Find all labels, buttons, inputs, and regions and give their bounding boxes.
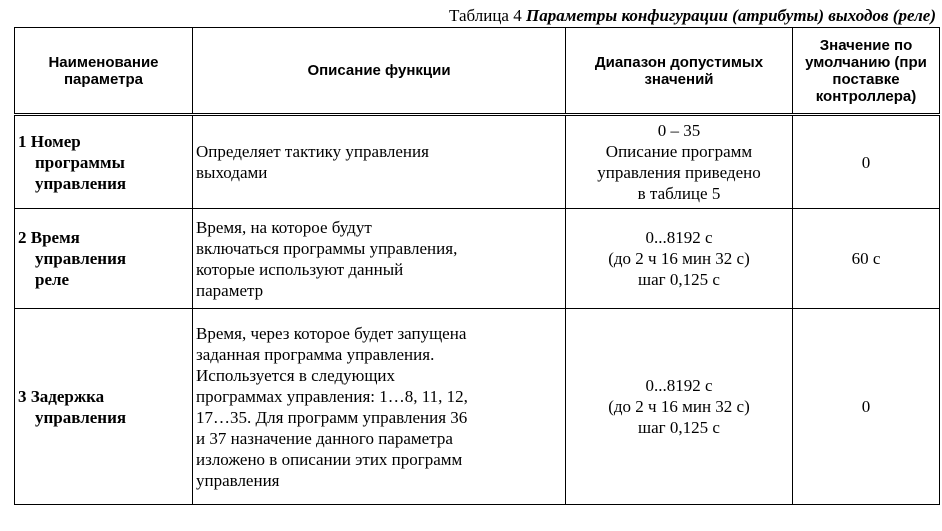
param-range-cell	[566, 115, 793, 209]
param-name-line: управления	[35, 249, 127, 268]
param-name-cell	[15, 115, 193, 209]
description-line: Определяет тактику управления	[196, 142, 429, 161]
header-range: Диапазон допустимых значений	[566, 28, 793, 115]
description-line: и 37 назначение данного параметра	[196, 428, 453, 448]
description-line: программах управления: 1…8, 11, 12,	[196, 386, 468, 406]
param-name-line: 1 Номер	[18, 131, 81, 151]
description-line: Время, на которое будут	[196, 217, 372, 237]
range-line: управления приведено	[597, 163, 761, 182]
table-row	[15, 209, 940, 309]
range-line: (до 2 ч 16 мин 32 с)	[608, 249, 750, 268]
param-name-cell	[15, 309, 193, 505]
header-default: Значение по умолчанию (при поставке контроллера)	[793, 28, 940, 115]
param-name-line: реле	[35, 270, 70, 289]
param-name-cell	[15, 209, 193, 309]
param-name-line: программы	[35, 152, 125, 172]
range-line: (до 2 ч 16 мин 32 с)	[608, 397, 750, 416]
parameters-table	[14, 27, 940, 505]
description-line: включаться программы управления,	[196, 238, 458, 258]
range-line: 0...8192 с	[645, 228, 713, 247]
description-line: Используется в следующих	[196, 365, 396, 385]
param-default-cell: 0	[793, 115, 940, 209]
param-name-line: управления	[35, 173, 127, 193]
param-name-line: 3 Задержка	[18, 386, 105, 406]
param-default-cell: 0	[793, 309, 940, 505]
param-range-cell	[566, 309, 793, 505]
range-line: в таблице 5	[637, 184, 721, 203]
description-line: выходами	[196, 163, 268, 182]
description-line: Время, через которое будет запущена	[196, 323, 467, 343]
header-description: Описание функции	[193, 28, 566, 115]
param-name-line: управления	[35, 407, 127, 427]
description-line: изложено в описании этих программ	[196, 449, 463, 469]
caption-prefix: Таблица 4	[449, 6, 522, 25]
description-line: управления	[196, 470, 280, 490]
range-line: Описание программ	[605, 142, 753, 161]
table-header-row	[15, 28, 940, 115]
param-range-cell	[566, 209, 793, 309]
table-caption	[449, 6, 936, 26]
param-default-cell: 60 с	[793, 209, 940, 309]
header-name: Наименование параметра	[15, 28, 193, 115]
param-description-cell	[193, 209, 566, 309]
range-line: шаг 0,125 с	[638, 270, 720, 289]
table-row	[15, 309, 940, 505]
description-line: параметр	[196, 280, 264, 300]
param-description-cell	[193, 115, 566, 209]
table-row	[15, 115, 940, 209]
param-description-cell	[193, 309, 566, 505]
range-line: шаг 0,125 с	[638, 418, 720, 437]
caption-title: Параметры конфигурации (атрибуты) выходов (реле)	[525, 6, 936, 25]
description-line: которые используют данный	[196, 259, 404, 279]
description-line: 17…35. Для программ управления 36	[196, 407, 468, 427]
range-line: 0 – 35	[657, 121, 701, 140]
param-name-line: 2 Время	[18, 228, 80, 247]
description-line: заданная программа управления.	[196, 344, 435, 364]
range-line: 0...8192 с	[645, 376, 713, 395]
